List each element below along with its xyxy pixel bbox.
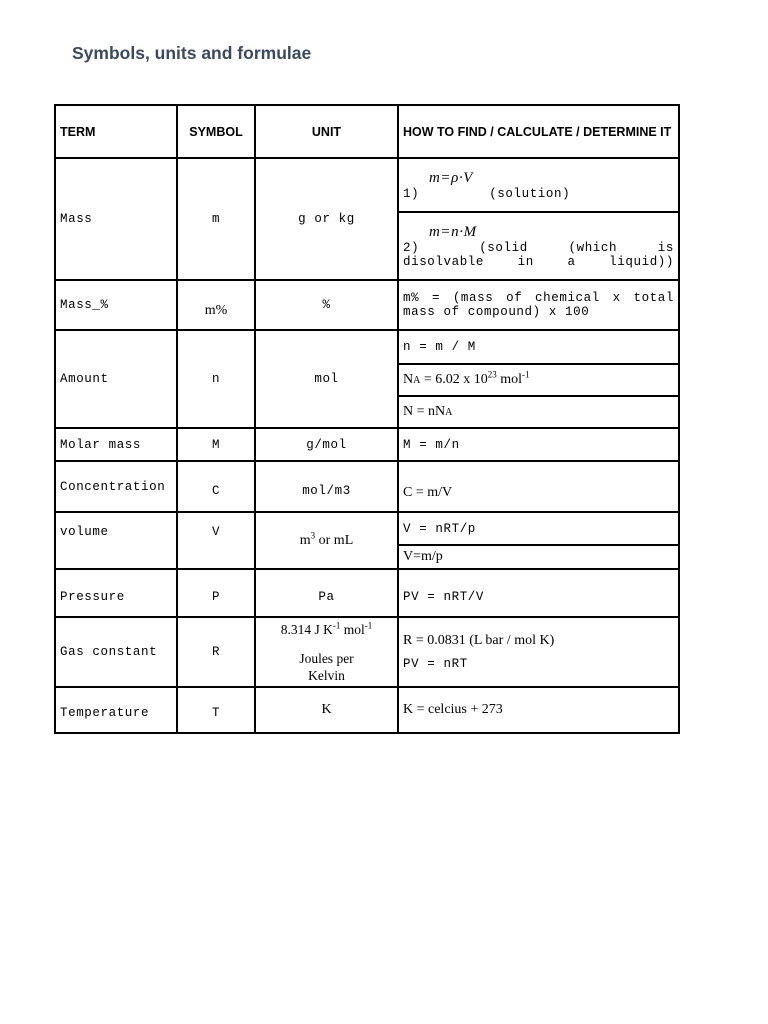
- formula-mass-moles: m=n·M: [429, 224, 477, 240]
- how-cell: M = m/n: [398, 428, 679, 461]
- how-cell: PV = nRT/V: [398, 569, 679, 617]
- how-cell: [398, 158, 679, 212]
- page-title: Symbols, units and formulae: [72, 43, 312, 63]
- table-row-concentration: [55, 461, 679, 512]
- how-cell: K = celcius + 273: [398, 687, 679, 733]
- formula-note: (solution): [489, 187, 571, 201]
- table-row-volume: [55, 512, 679, 545]
- item-number: 2): [403, 241, 420, 255]
- term-cell: Mass: [55, 158, 177, 280]
- header-term: TERM: [55, 105, 177, 158]
- unit-cell: 8.314 J $K^{-1}$ mol$^{-1}$ Joules per Kelvin: [255, 617, 398, 687]
- particles-cell: N = nNA: [398, 396, 679, 428]
- unit-cell: %: [255, 280, 398, 330]
- header-row: [55, 105, 679, 158]
- term-cell: Mass_%: [55, 280, 177, 330]
- term-cell: volume: [55, 512, 177, 569]
- symbol-cell: R: [177, 617, 255, 687]
- how-cell: n = m / M: [398, 330, 679, 364]
- how-cell: V = nRT/p: [398, 512, 679, 545]
- header-symbol: SYMBOL: [177, 105, 255, 158]
- formula-mass-density: m=ρ·V: [429, 170, 474, 186]
- symbol-cell: M: [177, 428, 255, 461]
- item-number: 1): [403, 187, 420, 201]
- table-row-mass: [55, 158, 679, 212]
- symbol-cell: P: [177, 569, 255, 617]
- unit-cell: mol/m3: [255, 461, 398, 512]
- unit-cell: Pa: [255, 569, 398, 617]
- how-cell: R = 0.0831 (L bar / mol K) PV = nRT: [398, 617, 679, 687]
- unit-cell: mol: [255, 330, 398, 428]
- table-row-gas-constant: [55, 617, 679, 687]
- term-cell: Amount: [55, 330, 177, 428]
- how-cell: V=m/p: [398, 545, 679, 569]
- unit-cell: g or kg: [255, 158, 398, 280]
- avogadro-cell: NA = 6.02 x $10^{23}$ mol$^{-1}$: [398, 364, 679, 396]
- how-cell: C = m/V: [398, 461, 679, 512]
- term-cell: Molar mass: [55, 428, 177, 461]
- symbol-cell: m: [177, 158, 255, 280]
- unit-cell: $m^3$ or mL: [255, 512, 398, 569]
- term-cell: Pressure: [55, 569, 177, 617]
- table-row-molar-mass: [55, 428, 679, 461]
- symbol-cell: V: [177, 512, 255, 569]
- header-how: HOW TO FIND / CALCULATE / DETERMINE IT: [398, 105, 679, 158]
- term-cell: Temperature: [55, 687, 177, 733]
- symbol-cell: C: [177, 461, 255, 512]
- header-unit: UNIT: [255, 105, 398, 158]
- unit-cell: K: [255, 687, 398, 733]
- how-cell: [398, 212, 679, 280]
- symbols-table: [54, 104, 680, 734]
- unit-cell: g/mol: [255, 428, 398, 461]
- term-cell: Concentration: [55, 461, 177, 512]
- table-row-pressure: [55, 569, 679, 617]
- symbol-cell: n: [177, 330, 255, 428]
- how-cell: m% = (mass of chemical x total mass of compound) x 100: [398, 280, 679, 330]
- table-row-temperature: [55, 687, 679, 733]
- formula-note: (solid (which is disolvable in a liquid)): [403, 241, 674, 269]
- table-row-mass-percent: [55, 280, 679, 330]
- table-row-amount: [55, 330, 679, 364]
- term-cell: Gas constant: [55, 617, 177, 687]
- symbol-cell: T: [177, 687, 255, 733]
- symbol-cell: m%: [177, 280, 255, 330]
